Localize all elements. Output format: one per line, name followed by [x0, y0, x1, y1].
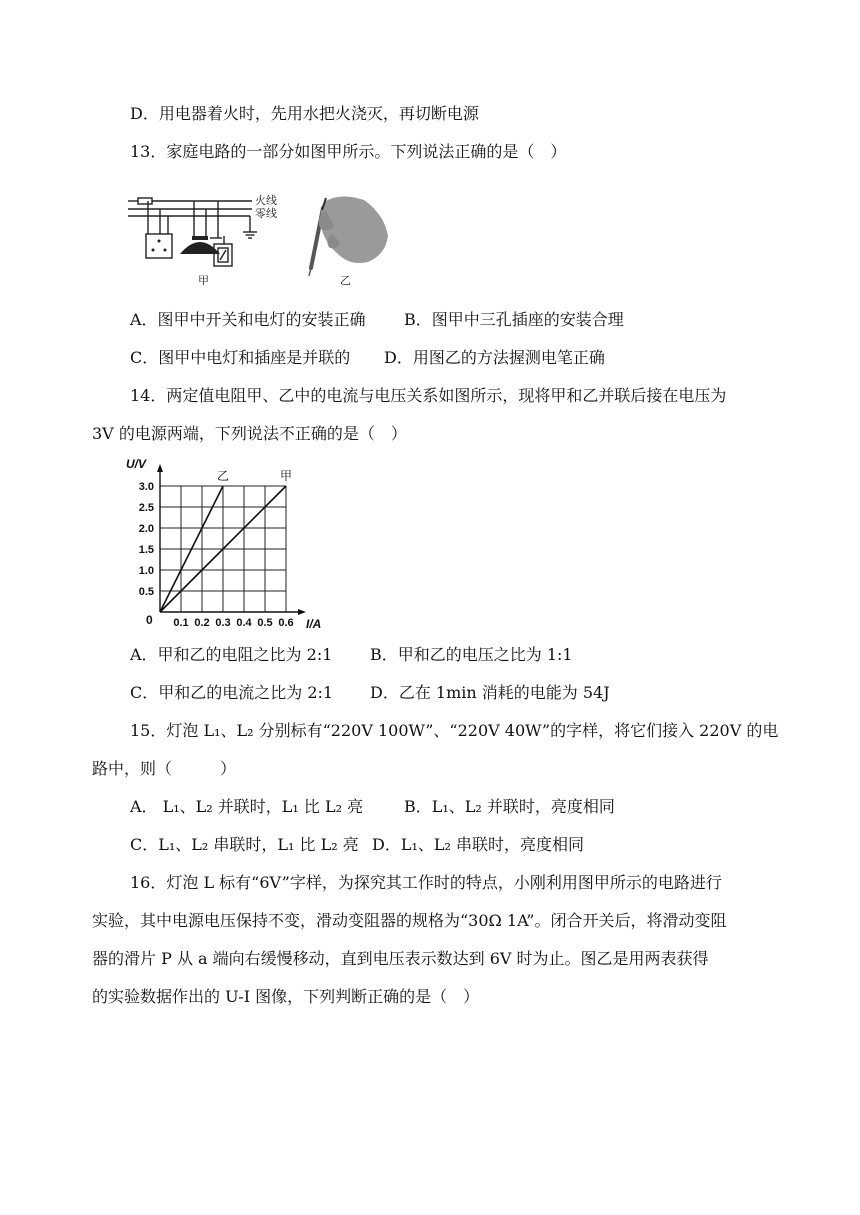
q13-option-a: A．图甲中开关和电灯的安装正确	[130, 310, 366, 329]
q14-option-d: D．乙在 1min 消耗的电能为 54J	[370, 683, 610, 702]
figure-label-b: 乙	[340, 275, 351, 287]
q14-stem-line1: 14．两定值电阻甲、乙中的电流与电压关系如图所示，现将甲和乙并联后接在电压为	[130, 386, 727, 405]
chart-y-tick-label: 1.0	[138, 565, 154, 577]
chart-ylabel: U/V	[126, 457, 147, 471]
ui-chart	[120, 454, 330, 632]
q14-stem-line2: 3V 的电源两端，下列说法不正确的是（ ）	[92, 424, 407, 443]
chart-series-label: 乙	[216, 469, 230, 483]
q12-option-d: D．用电器着火时，先用水把火浇灭，再切断电源	[130, 104, 479, 123]
q13-figure	[128, 188, 418, 298]
chart-x-tick-label: 0.6	[278, 617, 294, 629]
chart-series-label: 甲	[279, 469, 293, 483]
q15-stem-line2: 路中，则（ ）	[92, 759, 237, 778]
q13-stem: 13．家庭电路的一部分如图甲所示。下列说法正确的是（ ）	[130, 142, 567, 161]
chart-xlabel: I/A	[306, 617, 322, 631]
chart-y-tick-label: 0.5	[138, 586, 154, 598]
chart-x-tick-label: 0.3	[215, 617, 231, 629]
q15-option-d: D．L₁、L₂ 串联时，亮度相同	[372, 835, 584, 854]
chart-y-tick-label: 1.5	[138, 544, 154, 556]
q15-option-b: B．L₁、L₂ 并联时，亮度相同	[404, 797, 615, 816]
q16-line3: 器的滑片 P 从 a 端向右缓慢移动，直到电压表示数达到 6V 时为止。图乙是用两表获得	[92, 949, 709, 968]
q13-option-b: B．图甲中三孔插座的安装合理	[404, 310, 624, 329]
live-wire-label: 火线	[255, 195, 277, 207]
q16-line2: 实验，其中电源电压保持不变，滑动变阻器的规格为“30Ω 1A”。闭合开关后，将滑动变阻	[92, 911, 727, 930]
chart-x-axis-arrow	[298, 609, 306, 615]
chart-x-tick-label: 0.4	[236, 617, 252, 629]
q15-option-a: A． L₁、L₂ 并联时，L₁ 比 L₂ 亮	[130, 797, 364, 816]
q15-stem-line1: 15．灯泡 L₁、L₂ 分别标有“220V 100W”、“220V 40W”的字样，将它们接入 220V 的电	[130, 721, 779, 740]
chart-origin-label: 0	[146, 613, 153, 627]
chart-y-tick-label: 3.0	[138, 481, 154, 493]
q14-option-a: A．甲和乙的电阻之比为 2:1	[130, 645, 333, 664]
chart-y-tick-label: 2.0	[138, 523, 154, 535]
chart-y-tick-label: 2.5	[138, 502, 154, 514]
q15-option-c: C．L₁、L₂ 串联时，L₁ 比 L₂ 亮	[130, 835, 359, 854]
hand-test-pen-icon	[309, 196, 388, 276]
chart-y-axis-arrow	[157, 464, 163, 472]
q16-line4: 的实验数据作出的 U-I 图像，下列判断正确的是（ ）	[92, 987, 480, 1006]
q13-option-c: C．图甲中电灯和插座是并联的	[130, 348, 351, 367]
q14-option-c: C．甲和乙的电流之比为 2:1	[130, 683, 334, 702]
figure-label-a: 甲	[198, 275, 209, 287]
chart-x-tick-label: 0.5	[257, 617, 273, 629]
chart-x-tick-label: 0.1	[173, 617, 189, 629]
q16-line1: 16．灯泡 L 标有“6V”字样，为探究其工作时的特点，小刚利用图甲所示的电路进行	[130, 873, 722, 892]
q14-option-b: B．甲和乙的电压之比为 1:1	[370, 645, 573, 664]
neutral-wire-label: 零线	[255, 208, 277, 220]
q13-option-d: D．用图乙的方法握测电笔正确	[384, 348, 605, 367]
chart-x-tick-label: 0.2	[194, 617, 210, 629]
